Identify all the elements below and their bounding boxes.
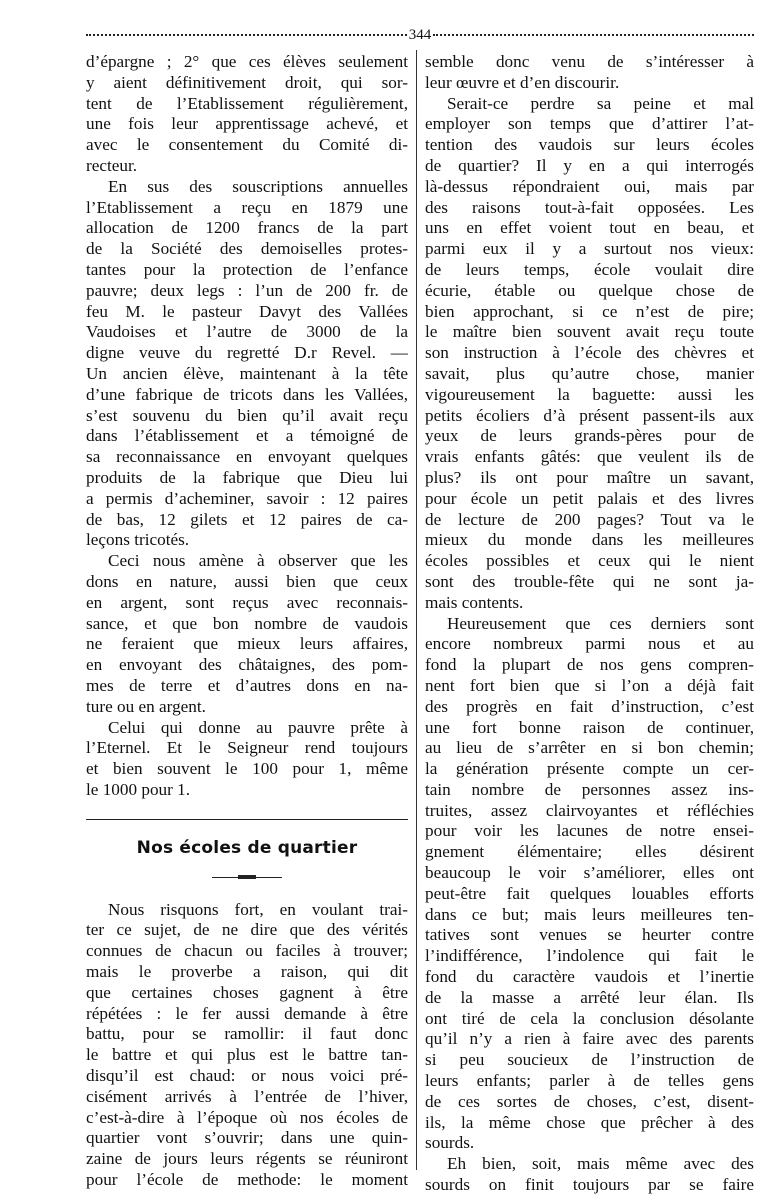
text-line: l’Etablissement a reçu en 1879 une	[86, 197, 408, 217]
header-rule-left	[86, 34, 407, 36]
text-line: si peu soucieux de l’instruction de	[425, 1050, 754, 1070]
text-line: que certaines choses gagnent à être	[86, 982, 408, 1002]
section-ornament	[212, 874, 282, 882]
text-line: d’une fabrique de tricots dans les Vallées,	[86, 384, 408, 404]
text-line: tantes pour la protection de l’enfance	[86, 259, 408, 279]
text-line: de bas, 12 gilets et 12 paires de ca-	[86, 509, 408, 529]
text-line: qu’il n’y a rien à faire avec des parents	[425, 1029, 754, 1049]
text-line: bien approchant, si ce n’est de pire;	[425, 301, 754, 321]
text-line: savait, plus qu’autre chose, manier	[425, 363, 754, 383]
text-line: Ceci nous amène à observer que les	[108, 551, 408, 571]
text-line: ture ou en argent.	[86, 696, 206, 716]
right-column	[425, 52, 754, 1196]
text-line: quartier vont s’ouvrir; dans une quin-	[86, 1128, 408, 1148]
text-line: son instruction à l’école des chèvres et	[425, 343, 754, 363]
text-line: disqu’il est chaud: or nous voici pré-	[86, 1066, 408, 1086]
text-line: parmi eux il y a surtout nos vieux:	[425, 239, 754, 259]
text-line: de ces sortes de choses, c’est, disent-	[425, 1091, 754, 1111]
text-line: Un ancien élève, maintenant à la tête	[86, 363, 408, 383]
text-line: Eh bien, soit, mais même avec des	[447, 1154, 754, 1174]
text-line: s’est souvenu du bien qu’il avait reçu	[86, 405, 408, 425]
text-line: tatives sont venues se heurter contre	[425, 925, 754, 945]
text-line: le battre et qui plus est le battre tan-	[86, 1045, 408, 1065]
text-line: En sus des souscriptions annuelles	[108, 176, 408, 196]
text-line: peut-être fait quelques louables efforts	[425, 883, 754, 903]
text-line: ter ce sujet, de ne dire que des vérités	[86, 920, 408, 940]
text-line: a permis d’acheminer, savoir : 12 paires	[86, 488, 408, 508]
text-line: des raisons tout-à-fait opposées. Les	[425, 197, 754, 217]
text-line: leçons tricotés.	[86, 530, 190, 550]
text-line: là-dessus répondraient oui, mais par	[425, 176, 754, 196]
text-line: sont des trouble-fête qui ne sont ja-	[425, 571, 754, 591]
text-line: fond la plupart de nos gens compren-	[425, 655, 754, 675]
left-text-block-2	[86, 900, 408, 1191]
text-line: sa reconnaissance en envoyant quelques	[86, 447, 408, 467]
text-line: tain nombre de personnes assez ins-	[425, 779, 754, 799]
text-line: beaucoup le voir s’améliorer, elles ont	[425, 863, 754, 883]
text-line: écoles possibles et ceux qui le nient	[425, 551, 754, 571]
left-column	[86, 52, 408, 1191]
text-line: ne feraient que mieux leurs affaires,	[86, 634, 408, 654]
text-line: dans l’établissement et a témoigné de	[86, 426, 408, 446]
text-line: petits écoliers d’à présent passent-ils aux	[425, 405, 754, 425]
right-text-block	[425, 52, 754, 1196]
text-line: connues de chacun ou faciles à trouver;	[86, 941, 408, 961]
text-line: de la masse a arrêté leur élan. Ils	[425, 987, 754, 1007]
text-line: Vaudoises et l’autre de 3000 de la	[86, 322, 408, 342]
text-line: et bien souvent le 100 pour 1, même	[86, 759, 408, 779]
text-line: mais contents.	[425, 592, 524, 612]
text-line: sance, et que bon nombre de vaudois	[86, 613, 408, 633]
text-line: de quartier? Il y en a qui interrogés	[425, 155, 754, 175]
text-line: feu M. le pasteur Davyt des Vallées	[86, 301, 408, 321]
text-line: vigoureusement la baguette: aussi les	[425, 384, 754, 404]
text-line: c’est-à-dire à l’époque où nos écoles de	[86, 1107, 408, 1127]
page-header	[86, 28, 754, 42]
text-line: d’épargne ; 2° que ces élèves seulement	[86, 52, 408, 71]
text-line: produits de la fabrique que Dieu lui	[86, 467, 408, 487]
text-line: une fois leur apprentissage achevé, et	[86, 114, 408, 134]
page-number: 344	[408, 27, 432, 43]
text-line: uns en effet voient tout en beau, et	[425, 218, 754, 238]
text-line: tention des vaudois sur leurs écoles	[425, 135, 754, 155]
text-line: pour voir les lacunes de notre ensei-	[425, 821, 754, 841]
text-line: Nous risquons fort, en voulant trai-	[108, 899, 408, 919]
text-line: y aient définitivement droit, qui sor-	[86, 72, 408, 92]
text-line: leurs enfants; parler à de telles gens	[425, 1071, 754, 1091]
text-line: recteur.	[86, 155, 138, 175]
text-line: de leurs temps, école voulait dire	[425, 259, 754, 279]
text-line: pour école un petit palais et des livres	[425, 488, 754, 508]
text-line: en argent, sont reçus avec reconnais-	[86, 592, 408, 612]
text-line: leur œuvre et d’en discourir.	[425, 72, 620, 92]
text-line: fond du caractère vaudois et l’inertie	[425, 967, 754, 987]
text-line: ils, la même chose que prêcher à des	[425, 1112, 754, 1132]
section-rule	[86, 819, 408, 820]
left-text-block-1	[86, 52, 408, 801]
text-line: de lecture de 200 pages? Tout va le	[425, 509, 754, 529]
text-line: Heureusement que ces derniers sont	[447, 613, 754, 633]
text-line: zaine de jours leurs régents se réuniront	[86, 1149, 408, 1169]
column-divider	[416, 50, 417, 1170]
text-line: sourds.	[425, 1133, 475, 1153]
section-title: Nos écoles de quartier	[136, 837, 358, 858]
text-line: le maître bien souvent avait reçu toute	[425, 322, 754, 342]
text-line: mais le proverbe a raison, qui dit	[86, 962, 408, 982]
text-line: pauvre; deux legs : l’un de 200 fr. de	[86, 280, 408, 300]
text-line: pour l’école de methode: le moment	[86, 1170, 408, 1190]
text-line: au lieu de s’arrêter en si bon chemin;	[425, 738, 754, 758]
text-line: plus? ils ont pour maître un savant,	[425, 467, 754, 487]
text-line: dans ce but; mais leurs meilleures ten-	[425, 904, 754, 924]
text-line: digne veuve du regretté D.r Revel. —	[86, 343, 408, 363]
text-line: truites, assez clairvoyantes et réfléchies	[425, 800, 754, 820]
text-line: gnement élémentaire; elles désirent	[425, 842, 754, 862]
text-line: sourds on finit toujours par se faire	[425, 1175, 754, 1195]
text-line: répétées : le fer aussi demande à être	[86, 1003, 408, 1023]
text-line: avec le consentement du Comité di-	[86, 135, 408, 155]
text-line: mieux du monde dans les meilleures	[425, 530, 754, 550]
text-line: encore nombreux parmi nous et au	[425, 634, 754, 654]
text-line: des progrès en fait d’instruction, c’est	[425, 696, 754, 716]
text-line: tent de l’Etablissement régulièrement,	[86, 93, 408, 113]
text-line: mes de terre et d’autres dons en na-	[86, 675, 408, 695]
text-line: ont tiré de cela la conclusion désolante	[425, 1008, 754, 1028]
text-line: employer son temps que d’attirer l’at-	[425, 114, 754, 134]
text-line: cisément arrivés à l’entrée de l’hiver,	[86, 1086, 408, 1106]
text-line: la génération présente compte un cer-	[425, 759, 754, 779]
text-line: une fort bonne raison de continuer,	[425, 717, 754, 737]
text-line: l’Eternel. Et le Seigneur rend toujours	[86, 738, 408, 758]
text-line: de la Société des demoiselles protes-	[86, 239, 408, 259]
text-line: dons en nature, aussi bien que ceux	[86, 571, 408, 591]
text-line: yeux de leurs grands-pères pour de	[425, 426, 754, 446]
text-line: écurie, étable ou quelque chose de	[425, 280, 754, 300]
text-line: nent fort bien que si l’on a déjà fait	[425, 675, 754, 695]
text-line: Serait-ce perdre sa peine et mal	[447, 93, 754, 113]
text-line: allocation de 1200 francs de la part	[86, 218, 408, 238]
text-line: en envoyant des châtaignes, des pom-	[86, 655, 408, 675]
text-line: l’indifférence, l’indolence qui fait le	[425, 946, 754, 966]
text-line: Celui qui donne au pauvre prête à	[108, 717, 408, 737]
text-line: vrais enfants gâtés: que veulent ils de	[425, 447, 754, 467]
header-rule-right	[433, 34, 754, 36]
text-line: le 1000 pour 1.	[86, 779, 191, 799]
text-line: semble donc venu de s’intéresser à	[425, 52, 754, 71]
text-line: battu, pour se ramollir: il faut donc	[86, 1024, 408, 1044]
